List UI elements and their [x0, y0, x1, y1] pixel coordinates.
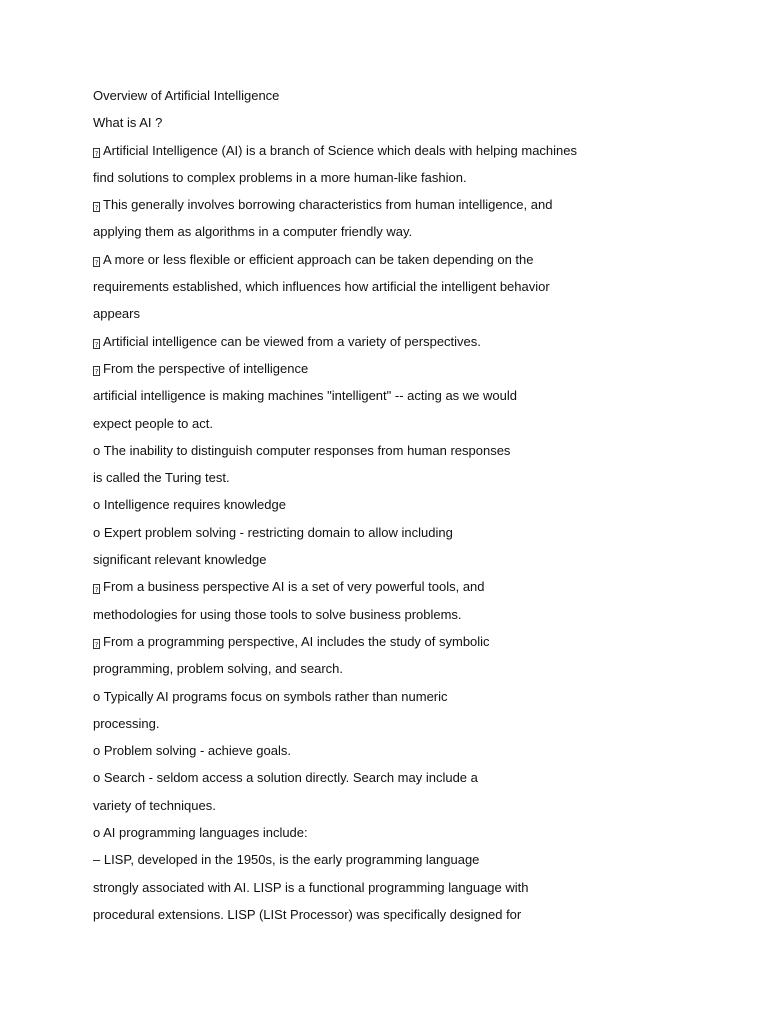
- line-text: appears: [93, 306, 140, 322]
- document-subtitle: What is AI ?: [93, 115, 163, 131]
- missing-glyph-bullet-icon: ?: [94, 204, 99, 213]
- text-line: [93, 768, 713, 795]
- line-text: Artificial intelligence can be viewed from a variety of perspectives.: [103, 333, 481, 349]
- line-text: procedural extensions. LISP (LISt Processor) was specifically designed for: [93, 906, 522, 922]
- line-text: From a business perspective AI is a set of very powerful tools, and: [103, 579, 485, 595]
- text-line: [93, 168, 713, 195]
- line-text: – LISP, developed in the 1950s, is the early programming language: [93, 852, 480, 868]
- line-text: applying them as algorithms in a computer friendly way.: [93, 224, 413, 240]
- line-text: A more or less flexible or efficient approach can be taken depending on the: [103, 251, 534, 267]
- missing-glyph-bullet-icon: ?: [94, 340, 99, 349]
- missing-glyph-bullet-icon: ?: [94, 149, 99, 158]
- line-text: significant relevant knowledge: [93, 552, 267, 568]
- text-line: [93, 523, 713, 550]
- line-text: o Search - seldom access a solution directly. Search may include a: [93, 770, 478, 786]
- text-line: [93, 141, 713, 168]
- missing-glyph-bullet-icon: ?: [94, 640, 99, 649]
- text-line: [93, 878, 713, 905]
- line-text: From a programming perspective, AI includes the study of symbolic: [103, 633, 490, 649]
- text-line: [93, 222, 713, 249]
- text-line: [93, 195, 713, 222]
- line-text: is called the Turing test.: [93, 470, 230, 486]
- text-line: [93, 441, 713, 468]
- missing-glyph-bullet-icon: ?: [94, 258, 99, 267]
- text-line: [93, 605, 713, 632]
- line-text: requirements established, which influences how artificial the intelligent behavior: [93, 279, 550, 295]
- text-line: [93, 714, 713, 741]
- line-text: find solutions to complex problems in a more human-like fashion.: [93, 169, 467, 185]
- text-line: [93, 277, 713, 304]
- document-lines: [93, 141, 713, 933]
- line-text: processing.: [93, 715, 160, 731]
- text-line: [93, 632, 713, 659]
- text-line: [93, 359, 713, 386]
- line-text: variety of techniques.: [93, 797, 216, 813]
- line-text: From the perspective of intelligence: [103, 360, 309, 376]
- text-line: [93, 741, 713, 768]
- line-text: Artificial Intelligence (AI) is a branch of Science which deals with helping machines: [103, 142, 578, 158]
- line-text: o The inability to distinguish computer responses from human responses: [93, 442, 511, 458]
- text-line: [93, 550, 713, 577]
- document-title: Overview of Artificial Intelligence: [93, 88, 280, 103]
- text-line: [93, 414, 713, 441]
- line-text: o AI programming languages include:: [93, 825, 308, 841]
- line-text: This generally involves borrowing characteristics from human intelligence, and: [103, 197, 553, 213]
- text-line: [93, 386, 713, 413]
- line-text: o Expert problem solving - restricting domain to allow including: [93, 524, 453, 540]
- line-text: methodologies for using those tools to solve business problems.: [93, 606, 462, 622]
- document-body: [93, 86, 713, 932]
- text-line: [93, 332, 713, 359]
- text-line: [93, 577, 713, 604]
- text-line: [93, 796, 713, 823]
- line-text: o Intelligence requires knowledge: [93, 497, 286, 513]
- line-text: o Problem solving - achieve goals.: [93, 743, 291, 759]
- text-line: [93, 659, 713, 686]
- text-line: [93, 850, 713, 877]
- missing-glyph-bullet-icon: ?: [94, 586, 99, 595]
- line-text: o Typically AI programs focus on symbols rather than numeric: [93, 688, 448, 704]
- text-line: [93, 250, 713, 277]
- line-text: expect people to act.: [93, 415, 213, 431]
- line-text: strongly associated with AI. LISP is a functional programming language with: [93, 879, 529, 895]
- text-line: [93, 823, 713, 850]
- line-text: artificial intelligence is making machines "intelligent" -- acting as we would: [93, 388, 517, 404]
- text-line: [93, 495, 713, 522]
- text-line: [93, 905, 713, 932]
- text-line: [93, 304, 713, 331]
- text-line: [93, 687, 713, 714]
- missing-glyph-bullet-icon: ?: [94, 367, 99, 376]
- text-line: [93, 468, 713, 495]
- line-text: programming, problem solving, and search.: [93, 661, 344, 677]
